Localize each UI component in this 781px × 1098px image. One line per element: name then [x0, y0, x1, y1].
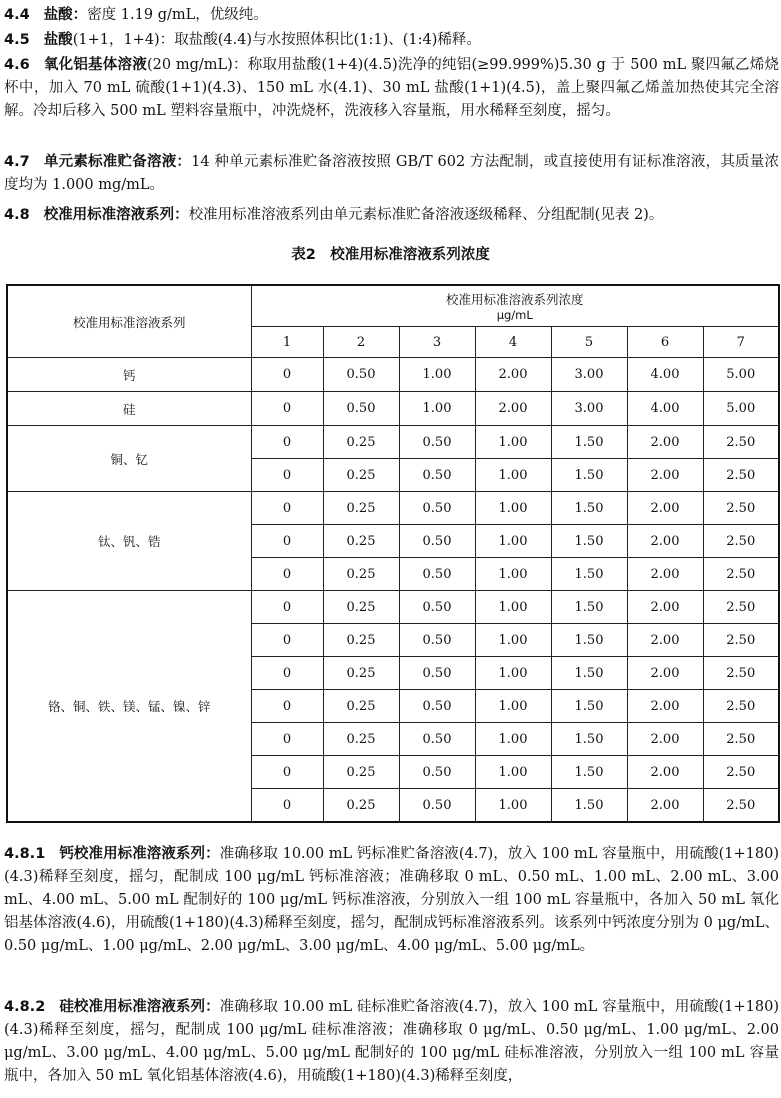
table-cell: 0.50 [399, 591, 475, 624]
table-cell: 2.00 [475, 392, 551, 426]
column-number: 2 [323, 327, 399, 358]
table-cell: 0.50 [323, 358, 399, 392]
table-cell: 0.25 [323, 723, 399, 756]
table-cell: 2.50 [703, 591, 779, 624]
table-cell: 0.25 [323, 492, 399, 525]
table-cell: 2.50 [703, 558, 779, 591]
table-cell: 0.25 [323, 525, 399, 558]
table-cell: 3.00 [551, 358, 627, 392]
para-4-8-1: 4.8.1 钙校准用标准溶液系列：准确移取 10.00 mL 钙标准贮备溶液(4.7)，放入 100 mL 容量瓶中，用硫酸(1+180)(4.3)稀释至刻度，摇匀，配制成 100 μg/mL 钙标准溶液；准确移取 0 mL、0.50 mL、1.00 mL、2.00 mL、3.00 mL、4.00 mL、5.00 mL 配制好的 100 μg/mL 钙标准溶液，分别放入一组 100 mL 容量瓶中，各加入 50 mL 氧化铝基体溶液(4.6)，用硫酸(1+180)(4.3)稀释至刻度，摇匀，配制成钙标准溶液系列。该系列中钙浓度分别为 0 μg/mL、0.50 μg/mL、1.00 μg/mL、2.00 μg/mL、3.00 μg/mL、4.00 μg/mL、5.00 μg/mL。 [4, 846, 779, 954]
table-caption: 表2 校准用标准溶液系列浓度 [291, 247, 490, 263]
table-row [7, 591, 779, 624]
table-cell: 0 [251, 426, 323, 459]
table-cell: 2.00 [627, 525, 703, 558]
para-4-8: 4.8 校准用标准溶液系列：校准用标准溶液系列由单元素标准贮备溶液逐级稀释、分组配制(见表 2)。 [4, 207, 664, 223]
table-cell: 4.00 [627, 358, 703, 392]
table-cell: 0.50 [399, 459, 475, 492]
table-cell: 1.50 [551, 789, 627, 823]
table-cell: 1.00 [399, 392, 475, 426]
group-name: 铜、钇 [7, 426, 251, 492]
group-name: 硅 [7, 392, 251, 426]
group-name: 铬、铜、铁、镁、锰、镍、锌 [7, 591, 251, 823]
table-cell: 0.50 [399, 492, 475, 525]
table-cell: 0.50 [399, 426, 475, 459]
table-cell: 1.00 [475, 591, 551, 624]
table-cell: 1.00 [475, 459, 551, 492]
column-number: 4 [475, 327, 551, 358]
table-cell: 1.00 [475, 756, 551, 789]
table-cell: 1.50 [551, 525, 627, 558]
table-cell: 0.25 [323, 756, 399, 789]
para-4-8-2: 4.8.2 硅校准用标准溶液系列：准确移取 10.00 mL 硅标准贮备溶液(4.7)，放入 100 mL 容量瓶中，用硫酸(1+180)(4.3)稀释至刻度，摇匀，配制成 100 μg/mL 硅标准溶液；准确移取 0 μg/mL、0.50 μg/mL、1.00 μg/mL、2.00 μg/mL、3.00 μg/mL、4.00 μg/mL、5.00 μg/mL 配制好的 100 μg/mL 硅标准溶液，分别放入一组 100 mL 容量瓶中，各加入 50 mL 氧化铝基体溶液(4.6)，用硫酸(1+180)(4.3)稀释至刻度， [4, 999, 779, 1084]
table-cell: 1.50 [551, 756, 627, 789]
table-cell: 1.00 [475, 525, 551, 558]
table-cell: 1.00 [475, 558, 551, 591]
table-cell: 2.00 [627, 789, 703, 823]
table-cell: 0.50 [323, 392, 399, 426]
table-cell: 1.00 [475, 426, 551, 459]
group-name: 钙 [7, 358, 251, 392]
table-cell: 0.50 [399, 558, 475, 591]
table-cell: 1.50 [551, 690, 627, 723]
table-cell: 1.00 [399, 358, 475, 392]
table-cell: 1.50 [551, 657, 627, 690]
column-number: 6 [627, 327, 703, 358]
table-cell: 0.25 [323, 690, 399, 723]
table-cell: 0.50 [399, 756, 475, 789]
table-cell: 2.50 [703, 426, 779, 459]
table-cell: 1.50 [551, 624, 627, 657]
table-cell: 2.00 [627, 558, 703, 591]
conc-header-label: 校准用标准溶液系列浓度 [445, 292, 584, 307]
table-cell: 2.50 [703, 789, 779, 823]
table-cell: 2.50 [703, 492, 779, 525]
table-body [7, 285, 779, 822]
table-cell: 1.00 [475, 789, 551, 823]
concentration-table [6, 284, 780, 823]
para-4-4: 4.4 盐酸：密度 1.19 g/mL，优级纯。 [4, 7, 268, 23]
table-cell: 0.50 [399, 624, 475, 657]
table-cell: 2.00 [627, 756, 703, 789]
table-cell: 0.25 [323, 657, 399, 690]
para-4-7: 4.7 单元素标准贮备溶液：14 种单元素标准贮备溶液按照 GB/T 602 方法配制，或直接使用有证标准溶液，其质量浓度均为 1.000 mg/mL。 [4, 154, 780, 193]
table-cell: 5.00 [703, 358, 779, 392]
table-cell: 1.00 [475, 624, 551, 657]
table-cell: 2.50 [703, 723, 779, 756]
table-cell: 0 [251, 624, 323, 657]
table-cell: 3.00 [551, 392, 627, 426]
series-header: 校准用标准溶液系列 [7, 285, 251, 358]
table-cell: 2.50 [703, 756, 779, 789]
table-cell: 2.00 [627, 426, 703, 459]
table-cell: 1.00 [475, 492, 551, 525]
table-cell: 2.00 [627, 723, 703, 756]
table-row [7, 392, 779, 426]
table-cell: 1.50 [551, 492, 627, 525]
para-4-5: 4.5 盐酸(1+1，1+4)：取盐酸(4.4)与水按照体积比(1:1)、(1:4)稀释。 [4, 32, 481, 48]
table-cell: 5.00 [703, 392, 779, 426]
group-name: 钛、钒、锆 [7, 492, 251, 591]
table-row [7, 358, 779, 392]
table-cell: 2.00 [627, 624, 703, 657]
table-cell: 0.25 [323, 591, 399, 624]
table-cell: 0 [251, 756, 323, 789]
table-cell: 2.00 [627, 690, 703, 723]
table-row [7, 426, 779, 459]
table-cell: 2.50 [703, 690, 779, 723]
table-cell: 0 [251, 525, 323, 558]
table-cell: 0 [251, 789, 323, 823]
table-cell: 1.00 [475, 723, 551, 756]
table-cell: 2.50 [703, 657, 779, 690]
table-cell: 2.50 [703, 459, 779, 492]
header-row [7, 285, 779, 327]
table-cell: 2.50 [703, 624, 779, 657]
column-number: 5 [551, 327, 627, 358]
column-number: 7 [703, 327, 779, 358]
table-cell: 2.00 [627, 492, 703, 525]
table-cell: 0.25 [323, 558, 399, 591]
table-cell: 0.25 [323, 789, 399, 823]
table-cell: 2.00 [475, 358, 551, 392]
table-cell: 0 [251, 358, 323, 392]
table-cell: 0 [251, 591, 323, 624]
table-cell: 1.50 [551, 558, 627, 591]
table-cell: 0 [251, 723, 323, 756]
table-cell: 2.50 [703, 525, 779, 558]
table-cell: 0.50 [399, 690, 475, 723]
para-4-6: 4.6 氧化铝基体溶液(20 mg/mL)：称取用盐酸(1+4)(4.5)洗净的纯铝(≥99.999%)5.30 g 于 500 mL 聚四氟乙烯烧杯中，加入 70 mL 硫酸(1+1)(4.3)、150 mL 水(4.1)、30 mL 盐酸(1+1)(4.5)，盖上聚四氟乙烯盖加热使其完全溶解。冷却后移入 500 mL 塑料容量瓶中，冲洗烧杯，洗液移入容量瓶，用水稀释至刻度，摇匀。 [4, 57, 779, 119]
unit-label: μg/mL [496, 308, 533, 322]
table-cell: 0.25 [323, 426, 399, 459]
table-cell: 1.50 [551, 459, 627, 492]
table-row [7, 492, 779, 525]
table-cell: 0.50 [399, 723, 475, 756]
table-cell: 0 [251, 459, 323, 492]
table-cell: 0.50 [399, 789, 475, 823]
column-number: 1 [251, 327, 323, 358]
column-number: 3 [399, 327, 475, 358]
table-cell: 0.25 [323, 624, 399, 657]
table-cell: 0 [251, 657, 323, 690]
table-cell: 1.50 [551, 426, 627, 459]
table-cell: 0 [251, 558, 323, 591]
table-cell: 1.50 [551, 591, 627, 624]
table-cell: 1.00 [475, 657, 551, 690]
table-cell: 0.50 [399, 657, 475, 690]
conc-header [251, 285, 779, 327]
table-cell: 0.50 [399, 525, 475, 558]
table-cell: 0 [251, 392, 323, 426]
table-cell: 2.00 [627, 591, 703, 624]
table-cell: 2.00 [627, 459, 703, 492]
table-cell: 0 [251, 492, 323, 525]
table-cell: 1.50 [551, 723, 627, 756]
table-cell: 0 [251, 690, 323, 723]
table-cell: 2.00 [627, 657, 703, 690]
table-cell: 0.25 [323, 459, 399, 492]
table-cell: 4.00 [627, 392, 703, 426]
table-cell: 1.00 [475, 690, 551, 723]
